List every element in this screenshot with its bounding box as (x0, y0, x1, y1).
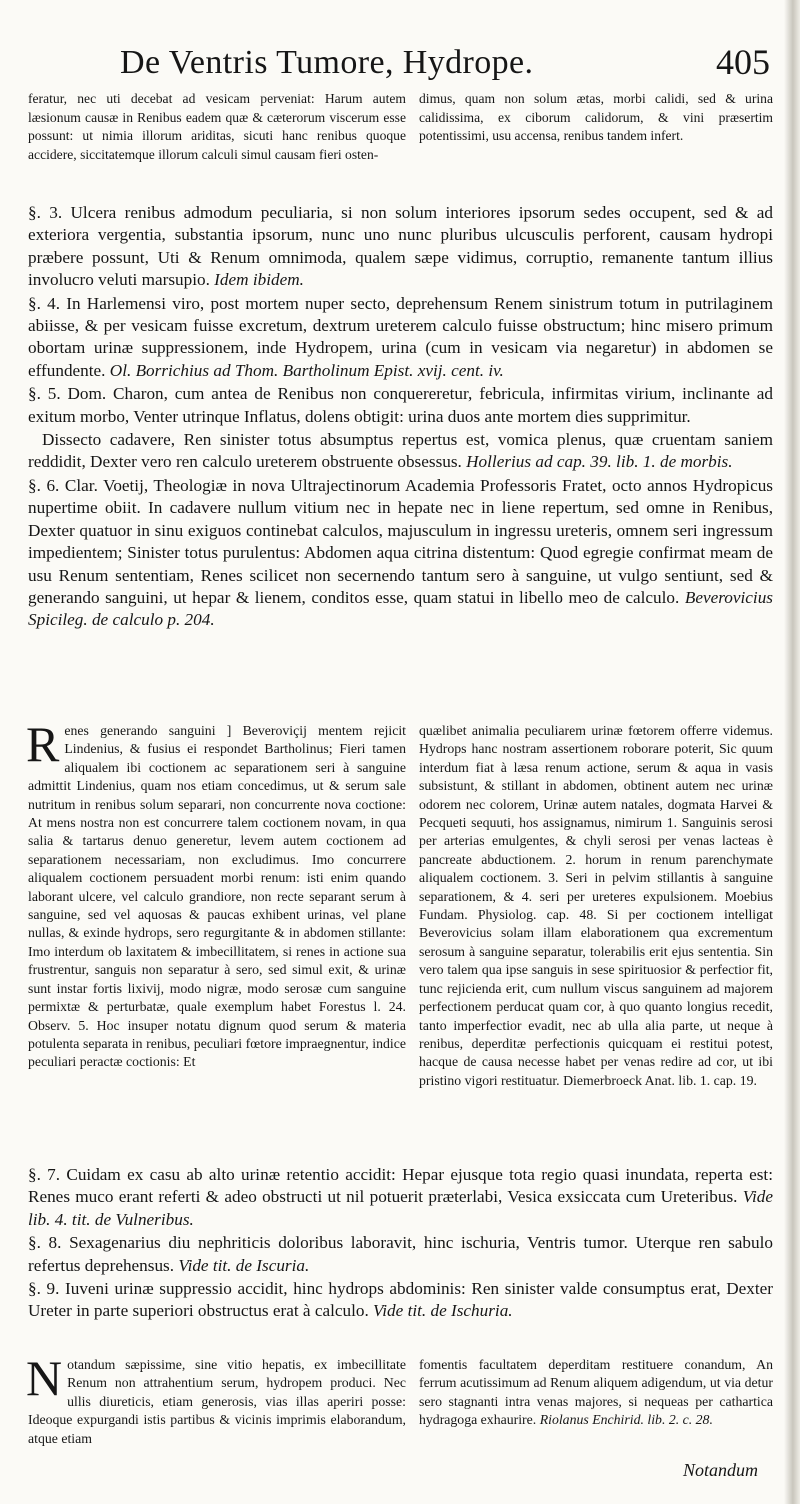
bottom-note-ref: Riolanus Enchirid. lib. 2. c. 28. (539, 1412, 713, 1428)
dropcap-n: N (26, 1350, 63, 1406)
bottom-note-right-text: fomentis facultatem deperditam restituere conandum, An ferrum acutissimum ad Renum aliquem adigendum, ut via detur sero stagnanti intra venas majores, si nequeas per cathartica hydragoga exhaurire. (419, 1357, 773, 1428)
section-3: §. 3. Ulcera renibus admodum peculiaria, si non solum interiores ipsorum sedes occupent, sed & ad exteriora vergentia, substantia ipsorum, nunc uno nunc pluribus ulcusculis perforent, causam hydropi præbere possunt, Uti & Renum omnimoda, qualem sæpe vidimus, corruptio, remanente tantum illius involucro veluti marsupio. Idem ibidem. (28, 203, 773, 290)
page-header (120, 44, 770, 88)
bottom-notes (26, 1350, 773, 1448)
section-7-ref: Vide lib. 4. tit. de Vulneribus. (28, 1187, 773, 1229)
section-5: §. 5. Dom. Charon, cum antea de Renibus non conquereretur, febricula, infirmitas virium, inclinante ad exitum morbo, Venter utrinque Inflatus, dolens obtigit: urina duos ante mortem dies supprimitur. (28, 384, 773, 426)
bottom-note-left-text: otandum sæpissime, sine vitio hepatis, ex imbecillitate Renum non attrahentium serum, hydropem produci. Nec ullis diureticis, etiam generosis, vias illas aperiri posse: Ideoque expurgandi istis partibus & vicinis imprimis elaborandum, atque etiam (28, 1357, 406, 1446)
section-6-ref: Beverovicius Spicileg. de calculo p. 204. (28, 587, 773, 630)
sections-a (28, 202, 773, 633)
section-9: §. 9. Iuveni urinæ suppressio accidit, hinc hydrops abdominis: Ren sinister valde consumptus erat, Dexter Ureter in parte superiori obstructus erat à calculo. Vide tit. de Ischuria. (28, 1279, 773, 1321)
section-6: §. 6. Clar. Voetij, Theologiæ in nova Ultrajectinorum Academia Professoris Fratet, octo annos Hydropicus nupertime obiit. In cadavere nullum vitium nec in hepate nec in liene repertum, sed omne in Renibus, Dexter quatuor in sinu exiguos continebat calculos, majusculum in ingressu ureteris, omnem seri ingressum impedientem; Sinister totus purulentus: Abdomen aqua citrina distentum: Quod egregie confirmat meam de usu Renum sententiam, Renes scilicet non secernendo tantum sero à sanguine, ut vulgo sentiunt, sed & generando sanguini, ut hepar & lienem, conditos esse, quam statui in libello meo de calculo. Beverovicius Spicileg. de calculo p. 204. (28, 475, 773, 630)
section-8: §. 8. Sexagenarius diu nephriticis doloribus laboravit, hinc ischuria, Ventris tumor. Uterque ren sabulo refertus deprehensus. Vide tit. de Iscuria. (28, 1233, 773, 1275)
section-4-ref: Ol. Borrichius ad Thom. Bartholinum Epist. xvij. cent. iv. (109, 360, 504, 380)
section-5-dissection: Dissecto cadavere, Ren sinister totus absumptus repertus est, vomica plenus, quæ cruentam saniem reddidit, Dexter vero ren calculo ureterem obstruente obsessus. Hollerius ad cap. 39. lib. 1. de morbis. (28, 430, 773, 472)
top-note-right-text: dimus, quam non solum ætas, morbi calidi, sed & urina calidissima, ex ciborum calidorum, & vini præsertim potentissimi, usu accensa, renibus tandem infert. (419, 91, 773, 143)
commentary-right (419, 722, 773, 1090)
section-3-ref: Idem ibidem. (214, 270, 304, 290)
section-7: §. 7. Cuidam ex casu ab alto urinæ retentio accidit: Hepar ejusque tota regio quasi inundata, reperta est: Renes muco erant referti & adeo obstructi ut nil potuerit præterlabi, Vesica exsiccata cum Ureteribus. Vide lib. 4. tit. de Vulneribus. (28, 1165, 773, 1229)
section-8-ref: Vide tit. de Iscuria. (178, 1255, 310, 1275)
top-notes (28, 90, 773, 164)
section-5-ref: Hollerius ad cap. 39. lib. 1. de morbis. (466, 452, 733, 472)
catchword: Notandum (682, 1460, 758, 1480)
bottom-note-left (26, 1350, 406, 1448)
top-note-left (28, 90, 406, 164)
page-edge (784, 0, 800, 1504)
commentary-right-text: quælibet animalia peculiarem urinæ fœtorem offerre videmus. Hydrops hanc nostram assertionem roborare poterit, Sic quum interdum fiat à læsa renum actione, serum & aqua in vasis subsistunt, & stillant in abdomen, obtinent autem nec urinæ odorem nec colorem, Urinæ autem natales, dogmata Harvei & Pecqueti sequuti, hos assignamus, nimirum 1. Sanguinis serosi per arterias emulgentes, & chyli serosi per venas lacteas è pancreate abductionem. 2. horum in renum parenchymate aliqualem coctionem. 3. Seri in pelvim stillantis à sanguine separationem, & 4. seri per ureteres expulsionem. Moebius Fundam. Physiolog. cap. 48. Si per coctionem intelligat Beverovicius solam illam elaborationem qua excrementum serosum à sanguine separatur, tolerabilis erit ejus sententia. Sin vero talem qua ipse sanguis in sese spirituosior & perfectior fit, tunc rejicienda erit, cum nullum viscus sanguinem ad majorem perfectionem perducat quam cor, à quo quanto longius recedit, tanto imperfectior evadit, nec ab ulla alia parte, ut neque à renibus, deperditæ perfectionis quicquam ei restitui potest, hacque de causa necesse habet per venas redire ad cor, ut ibi pristino vigori restituatur. Diemerbroeck Anat. lib. 1. cap. 19. (419, 723, 773, 1088)
page-number: 405 (716, 42, 770, 82)
top-note-left-text: feratur, nec uti decebat ad vesicam perveniat: Harum autem læsionum causæ in Renibus eadem quæ & cæterorum viscerum esse possunt: ut nimia illorum ariditas, sicuti hanc renibus quoque accidere, siccitatemque illorum calculi simul causam fieri osten- (28, 91, 406, 162)
dropcap-r: R (26, 716, 60, 772)
section-9-ref: Vide tit. de Ischuria. (373, 1301, 513, 1321)
top-note-right (419, 90, 773, 164)
running-title: De Ventris Tumore, Hydrope. (120, 44, 534, 81)
commentary-left-text: enes generando sanguini ] Beveroviçij mentem rejicit Lindenius, & fusius ei respondet Bartholinus; Fieri tamen aliqualem ibi coctionem ac separationem seri à sanguine admittit Lindenius, quam nos etiam concedimus, ut & serum sale nutritum in renibus solum separari, non concurrente nova coctione: At mens nostra non est concurrere talem coctionem novam, in qua salia & tartarus denuo generetur, levem autem coctionem ad separationem necessariam, non excludimus. Imo concurrere aliqualem coctionem persuadent morbi renum: isti enim quando laborant ulcere, vel calculo grandiore, non recte separant serum à sanguine, sed vel aquosas & paucas exhibent urinas, vel plane nullas, & exinde hydrops, sero regurgitante & in abdomen stillante: Imo interdum ob laxitatem & imbecillitatem, si renes in actione sua frustrentur, sanguis non separatur à sero, sed simul exit, & urinæ sunt instar fortis lixivij, modo nigræ, modo serosæ cum sanguine permixtæ & perturbatæ, quale exemplum habet Forestus l. 24. Observ. 5. Hoc insuper notatu dignum quod serum & materia potulenta separata in renibus, peculiari fœtore impraegnentur, indice peculiari peractæ coctionis: Et (28, 723, 406, 1070)
commentary (26, 716, 773, 1090)
bottom-note-right (419, 1356, 773, 1448)
commentary-left (26, 716, 406, 1090)
section-4: §. 4. In Harlemensi viro, post mortem nuper secto, deprehensum Renem sinistrum totum in putrilaginem abiisse, & per vesicam fuisse excretum, dextrum ureterem calculo fuisse obstructum; hinc misero primum obortam urinæ suppressionem, inde Hydropem, urina (cum in vesicam via negaretur) in abdomen se effundente. Ol. Borrichius ad Thom. Bartholinum Epist. xvij. cent. iv. (28, 293, 773, 380)
sections-b (28, 1164, 773, 1324)
